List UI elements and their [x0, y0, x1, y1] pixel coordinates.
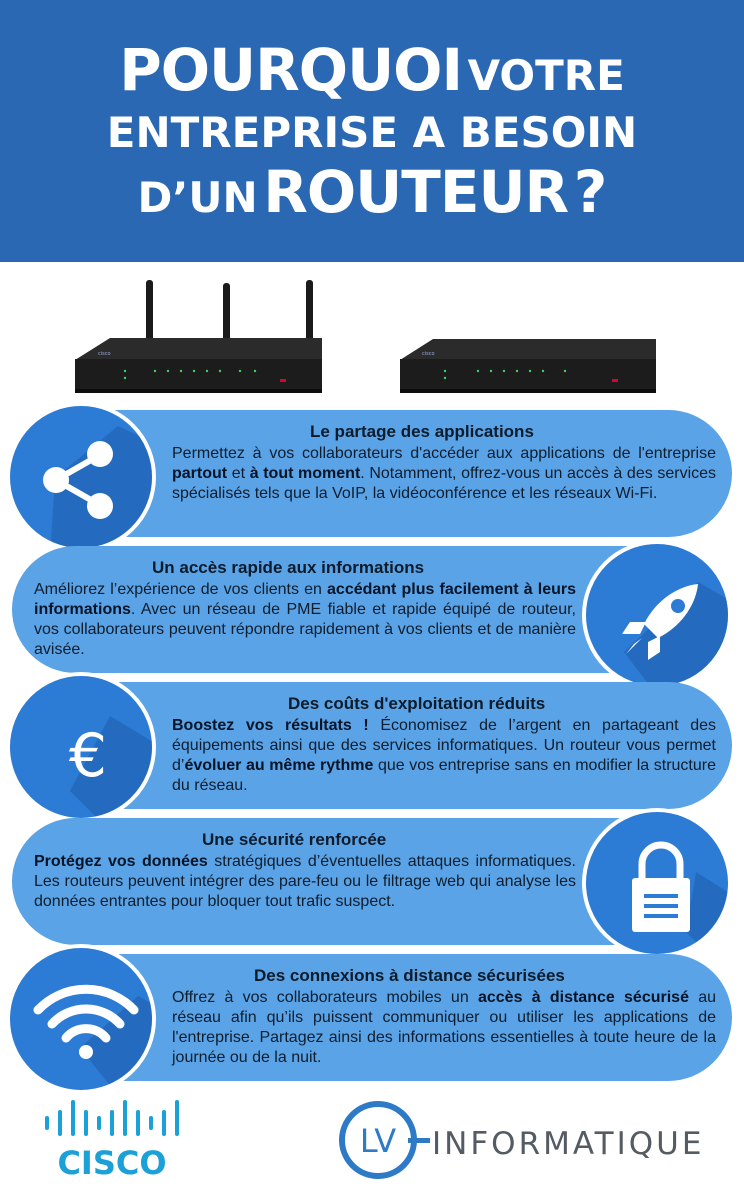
header-banner	[0, 0, 744, 262]
euro-icon	[10, 676, 156, 822]
lock-icon	[586, 812, 732, 958]
cisco-wordmark: CISCO	[57, 1144, 167, 1182]
card-text: Permettez à vos collaborateurs d'accéder aux applications de l'entreprise partout et à tout moment. Notamment, offrez-vous un accès à des services spécialisés tels que la VoIP, la vidéoconférence et les réseaux Wi-Fi.	[172, 445, 717, 502]
router1-brand: cisco	[98, 351, 111, 357]
card-title: Une sécurité renforcée	[202, 830, 387, 849]
rocket-icon	[586, 544, 732, 690]
title-word-dun: D’UN	[137, 173, 258, 222]
title-word-pourquoi: POURQUOI	[119, 36, 463, 104]
card-text: Boostez vos résultats ! Économisez de l’argent en partageant des équipements ainsi que des services informatiques. Un routeur vous permet d’évoluer au même rythme que vos entreprise sans en modifier la structure du réseau.	[172, 717, 716, 794]
card-text: Offrez à vos collaborateurs mobiles un accès à distance sécurisé au réseau afin qu’ils puissent communiquer ou utiliser les applications de l'entreprise. Partagez ainsi des informations essentielles à toute heure de la journée ou de la nuit.	[172, 989, 717, 1066]
rocket-icon-badge	[582, 540, 732, 690]
card-title: Des coûts d'exploitation réduits	[288, 694, 546, 713]
lv-letters: LV	[359, 1122, 397, 1160]
title-line-3	[0, 160, 744, 239]
wifi-icon-badge	[6, 944, 156, 1094]
card-title: Des connexions à distance sécurisées	[254, 966, 565, 985]
euro-icon-badge	[6, 672, 156, 822]
router2-front	[400, 359, 656, 389]
footer-logos	[0, 1090, 744, 1200]
router1-front	[75, 359, 322, 389]
title-line-2: ENTREPRISE A BESOIN	[106, 108, 638, 157]
svg-text:€: €	[68, 721, 108, 791]
lock-icon-badge	[582, 808, 732, 958]
router1-top	[75, 338, 322, 360]
router2-top	[400, 339, 656, 360]
share-icon-badge	[6, 402, 156, 552]
routers-illustration	[0, 275, 744, 405]
antenna-mid	[223, 283, 230, 345]
wifi-icon	[10, 948, 156, 1094]
card-title: Le partage des applications	[310, 422, 534, 441]
card-text: Améliorez l’expérience de vos clients en accédant plus facilement à leurs informations. Avec un réseau de PME fiable et rapide équipé de routeur, vos collaborateurs peuvent répondre rapidement à vos clients et de manière avisée.	[34, 581, 576, 658]
card-text: Protégez vos données stratégiques d’éventuelles attaques informatiques. Les routeurs peuvent intégrer des pare-feu ou le filtrage web qui analyse les données entrantes pour bloquer tout trafic suspect.	[34, 853, 576, 910]
card-title: Un accès rapide aux informations	[152, 558, 425, 577]
title-word-routeur: ROUTEUR	[263, 158, 569, 226]
cisco-logo	[30, 1090, 230, 1190]
title-question-mark: ?	[573, 158, 607, 226]
title-line-1	[0, 38, 744, 117]
informatique-wordmark: INFORMATIQUE	[432, 1126, 705, 1162]
title-word-votre: VOTRE	[467, 51, 625, 100]
routers-image	[0, 275, 744, 405]
router2-brand: cisco	[422, 351, 435, 357]
lv-informatique-logo	[334, 1090, 714, 1190]
share-icon	[10, 406, 156, 552]
